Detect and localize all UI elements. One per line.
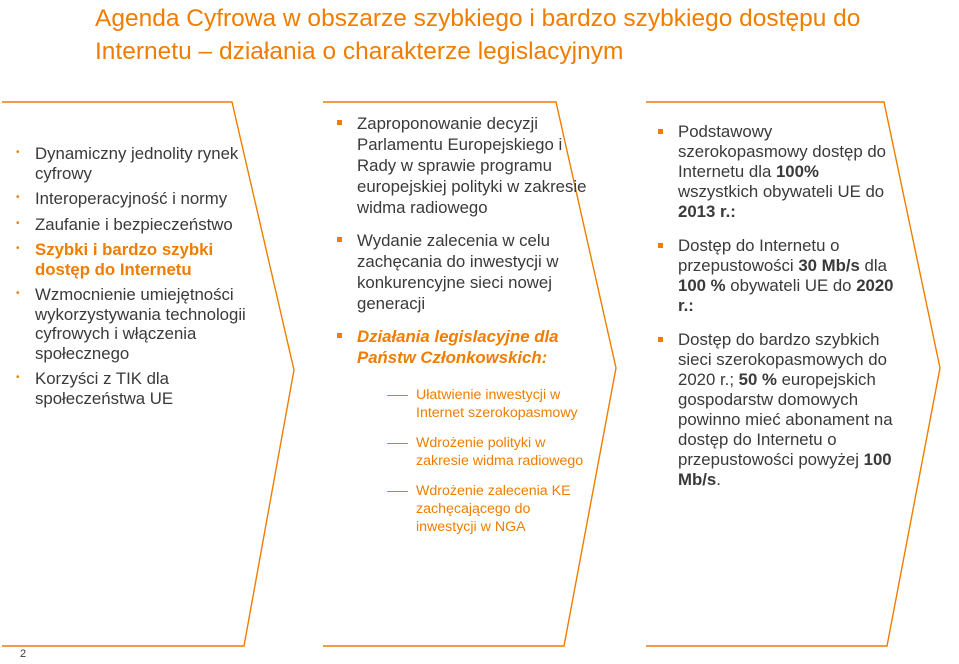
list-item [14,369,269,408]
sub-item-text: Ułatwienie inwestycji w Internet szerokopasmowy [416,387,578,421]
list-item [656,236,901,316]
sub-list-item [357,386,590,422]
sub-list-item [357,482,590,536]
square-bullet-icon [337,333,342,338]
item-text: Wydanie zalecenia w celu zachęcania do inwestycji w konkurencyjne sieci nowej generacji [357,231,559,313]
text-bold: 30 Mb/s [798,256,860,275]
list-item [14,215,269,235]
list-item [335,230,590,314]
text-segment: Podstawowy szerokopasmowy dostęp do Internetu dla [678,122,887,181]
sub-item-text: Wdrożenie zalecenia KE zachęcającego do inwestycji w NGA [416,483,571,535]
bullet-icon: • [16,372,20,383]
column-3-list [656,122,901,490]
column-2 [335,113,590,548]
bullet-icon: • [16,243,20,254]
list-item [14,144,269,183]
square-bullet-icon [337,237,342,242]
page-number: 2 [20,648,27,660]
item-text-highlighted: Działania legislacyjne dla Państw Członkowskich: [357,327,559,367]
text-segment: obywateli UE do [725,276,857,295]
text-segment: . [716,470,721,489]
item-text: Zaufanie i bezpieczeństwo [35,214,233,234]
list-item-highlighted [14,240,269,279]
bullet-icon: • [16,288,20,299]
bullet-icon: • [16,192,20,203]
item-text: Dynamiczny jednolity rynek cyfrowy [35,144,239,183]
text-segment: Dostęp do Internetu o przepustowości [678,236,840,275]
item-text: Zaproponowanie decyzji Parlamentu Europejskiego i Rady w sprawie programu europejskiej polityki w zakresie widma radiowego [357,114,587,217]
list-item [656,330,901,490]
text-segment: dla [859,256,887,275]
item-text: Korzyści z TIK dla społeczeństwa UE [35,369,174,408]
column-1-list [14,144,269,408]
sub-item-text: Wdrożenie polityki w zakresie widma radiowego [416,435,584,469]
item-text-highlighted: Szybki i bardzo szybki dostęp do Internetu [35,240,214,279]
list-item [14,189,269,209]
list-item [656,122,901,222]
bullet-icon: • [16,217,20,229]
sub-list-item [357,434,590,470]
square-bullet-icon [658,129,663,134]
text-bold: 2020 r.: [678,276,894,315]
text-bold: 100% [775,162,819,181]
dash-bullet-icon [387,491,408,492]
text-bold: 100 Mb/s [678,450,892,489]
square-bullet-icon [658,337,663,342]
item-text: Wzmocnienie umiejętności wykorzystywania technologii cyfrowych i włączenia społecznego [35,285,246,363]
column-1 [14,144,269,414]
text-segment: wszystkich obywateli UE do [678,182,885,201]
text-segment: europejskich gospodarstw domowych powinno mieć abonament na dostęp do Internetu o przepustowości powyżej [678,370,893,469]
dash-bullet-icon [387,443,408,444]
text-bold: 100 % [678,276,726,295]
bullet-icon: • [16,147,20,158]
page-title: Agenda Cyfrowa w obszarze szybkiego i bardzo szybkiego dostępu do Internetu – działania o charakterze legislacyjnym [95,5,861,65]
list-item [335,113,590,218]
text-bold: 2013 r.: [678,202,736,221]
list-item [14,285,269,363]
text-bold: 50 % [738,370,777,389]
item-text: Interoperacyjność i normy [35,189,228,208]
column-3 [656,122,901,504]
square-bullet-icon [658,243,663,248]
square-bullet-icon [337,120,342,125]
column-2-list [335,113,590,536]
list-item-highlighted [335,326,590,536]
text-segment: Dostęp do bardzo szybkich sieci szerokopasmowych do 2020 r.; [678,330,887,389]
dash-bullet-icon [387,395,408,396]
sub-list [357,386,590,536]
